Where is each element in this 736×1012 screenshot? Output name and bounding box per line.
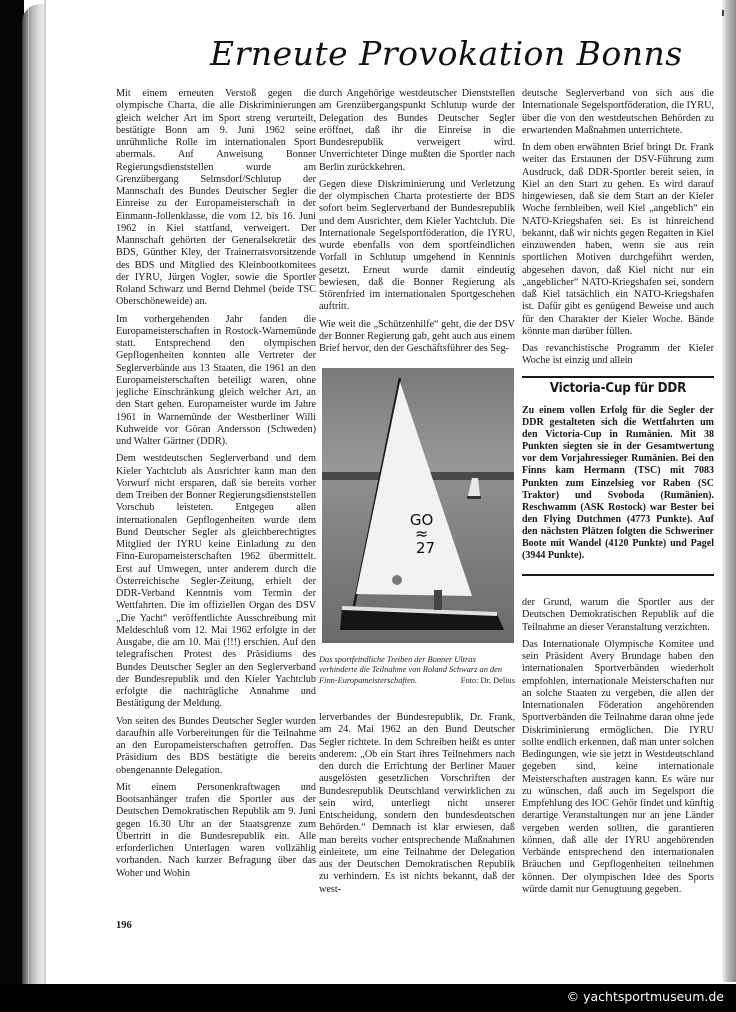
paragraph: Dem westdeutschen Seglerverband und dem Kieler Yachtclub als Ausrichter kann man den Vorwurf nicht ersparen, daß sie bereits vorher dem Treiben der Bonner Regierungsdienststellen Vorschub leisteten. Entgegen allen internationalen Gepflogenheiten wurde dem Bund Deutscher Segler als gleichberechtigtes Mitglied der IYRU keine Einladung zu den Finn-Europameisterschaften 1962 übermittelt. Erst auf Umwegen, unter anderem durch die Österreichische Segler-Zeitung, erhielt der DDR-Verband Kenntnis vom Termin der Wettfahrten. Die im offiziellen Organ des DSV „Die Yacht“ veröffentlichte Ausschreibung mit Meldeschluß vom 12. Mai 1962 erfolgte in der Ausgabe, die am 10. Mai (!!!) erschien. Auf den telegrafischen Protest des Präsidiums des Bundes Deutscher Segler an den Seglerverband der Bundesrepublik und den Kieler Yachtclub erfolgte die nachträgliche Annahme und Bestätigung der Meldung. [116, 453, 316, 710]
right-page-gutter [722, 0, 736, 982]
copyright-watermark: © yachtsportmuseum.de [566, 989, 724, 1004]
sail-marking: GO ≈ 27 [409, 511, 436, 557]
sidebar-box-title: Victoria-Cup für DDR [549, 381, 687, 396]
photo-caption [319, 655, 515, 686]
article-column-1 [116, 88, 316, 885]
sidebar-box-body: Zu einem vollen Erfolg für die Segler der DDR gestalteten sich die Wettfahrten um den Victoria-Cup in Rumänien. Mit 38 Punkten siegten sie in der Gesamtwertung vor dem Vorjahressieger Rumänien. Bei den Finns kam Hermann (TSC) mit 7083 Punkten zum Einzelsieg vor Raben (SC Traktor) und Svoboda (Rumänien). Reschwamm (ASK Rostock) war Bester bei den Flying Dutchmen (4773 Punkte). Auf den nächsten Plätzen folgten die Schweriner Boote mit Wandel (4120 Punkte) und Pagel (3944 Punkte). [522, 405, 714, 562]
article-column-3-bottom [522, 597, 714, 901]
paragraph: Mit einem erneuten Verstoß gegen die olympische Charta, die alle Diskriminierungen gleich welcher Art im Sport streng verurteilt, bestätigte Bonn am 9. Juni 1962 seine unrühmliche Rolle im internationalen Sport abermals. Auf Anweisung Bonner Regierungsdienststellen wurde am Grenzübergang Selmsdorf/Schlutup der Mannschaft des Bundes Deutscher Segler die Einreise zu der Europameisterschaft in der Einmann-Jollenklasse, die vom 12. bis 16. Juni 1962 in Kiel stattfand, verweigert. Der Mannschaft gehörten der Generalsekretär des BDS, Günther Kley, der Trainerratsvorsitzende des BDS und Mitglied des Kleinbootkomitees der IYRU, Jürgen Vogler, sowie die Sportler Roland Schwarz und Bernd Dehmel (beide TSC Oberschöneweide) an. [116, 88, 316, 308]
page-stack-edges [22, 4, 46, 1012]
paragraph: der Grund, warum die Sportler aus der Deutschen Demokratischen Republik auf die Teilnahme an dieser Veranstaltung verzichten. [522, 597, 714, 633]
paragraph: In dem oben erwähnten Brief bringt Dr. Frank weiter das Erstaunen der DSV-Führung zum Ausdruck, daß DDR-Sportler bereit seien, in Kiel an den Start zu gehen. Es wird darauf hingewiesen, daß sie dem Start an der Kieler Woche fernbleiben, weil Kiel „angeblich“ ein NATO-Kriegshafen sei. Es ist hinreichend bekannt, daß wir nichts gegen Regatten in Kiel einzuwenden haben, wenn sie aus rein sportlichen Motiven durchgeführt werden, abgesehen davon, daß Kiel nicht nur ein „angeblicher“ NATO-Kriegshafen sei, sondern daß Kiel tatsächlich ein NATO-Kriegshafen ist. Dafür gibt es genügend Beweise und auch für den Charakter der Kieler Woche. Bände könnte man darüber füllen. [522, 142, 714, 337]
photo-credit: Foto: Dr. Delius [460, 675, 515, 685]
paragraph: durch Angehörige westdeutscher Dienststellen am Grenzübergangspunkt Schlutup wurde der Delegation des Bundes Deutscher Segler eröffnet, daß ihr die Einreise in die Bundesrepublik verweigert wird. Unverrichteter Dinge mußten die Sportler nach Berlin zurückkehren. [319, 88, 515, 173]
article-column-2-top [319, 88, 515, 360]
paragraph: Gegen diese Diskriminierung und Verletzung der olympischen Charta protestierte der BDS sofort beim Seglerverband der Bundesrepublik und dem Ausrichter, dem Kieler Yachtclub. Die Internationale Segelsportföderation, die IYRU, wurde ebenfalls von dem sportfeindlichen Vorfall in Schlutup umgehend in Kenntnis gesetzt. Erneut wurde damit eindeutig bewiesen, daß die Bonner Regierung als Störenfried im internationalen Sportgeschehen auftritt. [319, 178, 515, 313]
paragraph: Im vorhergehenden Jahr fanden die Europameisterschaften in Rostock-Warnemünde statt. Entsprechend den olympischen Gepflogenheiten konnten alle Vertreter der Seglerverbände aus 13 Staaten, die 1961 an den Europameisterschaften beteiligt waren, ohne jegliche Einschränkung gleich welcher Art, an den Start gehen. Europameister wurde im Jahre 1961 in Warnemünde der Westberliner Willi Kuhweide vor Göran Andersson (Schweden) und Walter Gärtner (DDR). [116, 313, 316, 447]
sidebar-box-bottom-rule [522, 574, 714, 576]
paragraph: lerverbandes der Bundesrepublik, Dr. Frank, am 24. Mai 1962 an den Bund Deutscher Segler richtete. In dem Schreiben heißt es unter anderem: „Ob ein Start ihres Teilnehmers nach den durch die Errichtung der Berliner Mauer ausgelösten gesetzlichen Vorschriften der Bundesrepublik Deutschland verwirklichen zu sein wird, unterliegt nicht unserer Entscheidung, sondern den bundesdeutschen Behörden.“ Demnach ist klar erwiesen, daß man bereits vorher entsprechende Maßnahmen einleitete, um eine Teilnahme der Delegation aus der Deutschen Demokratischen Republik zu verhindern. Es ist nichts bekannt, daß der west- [319, 712, 515, 895]
caption-text: Das sportfeindliche Treiben der Bonner Ultras verhinderte die Teilnahme von Roland Schwarz an den Finn-Europameisterschaften. [319, 655, 503, 685]
wave-emblem-icon: ≈ [414, 524, 429, 543]
paragraph: Von seiten des Bundes Deutscher Segler wurden daraufhin alle Vorbereitungen für die Teilnahme an den Europameisterschaften getroffen. Das Präsidium des BDS bestätigte die bereits obengenannte Delegation. [116, 715, 316, 776]
article-column-3-top [522, 88, 714, 373]
page-inner-edge [44, 0, 46, 1012]
paragraph: deutsche Seglerverband von sich aus die Internationale Segelsportföderation, die IYRU, über die von den westdeutschen Behörden zu erwartenden Maßnahmen unterrichtete. [522, 88, 714, 136]
article-title: Erneute Provokation Bonns [210, 34, 683, 73]
paragraph: Das Internationale Olympische Komitee und sein Präsident Avery Brundage haben den internationalen Sportverbänden wiederholt empfohlen, internationale Meisterschaften nur an solche Staaten zu vergeben, die allen der Internationalen Föderation angehörenden Sportverbänden die Teilnahme daran ohne jede Diskriminierung ermöglichen. Die IYRU sollte endlich erkennen, daß man unter solchen Bedingungen, wie sie jetzt in Westdeutschland gegeben sind, keine internationale Meisterschaften austragen kann. Es wäre nur zu wünschen, daß auch im Segelsport die Empfehlung des IOC Gehör findet und künftig derartige Veranstaltungen nur an jene Länder vergeben werden sollten, die garantieren können, daß alle der IYRU angehörenden Verbände entsprechend den internationalen Bräuchen und Gepflogenheiten teilnehmen können. Der olympischen Idee des Sports würde damit nur Genugtuung gegeben. [522, 638, 714, 895]
sailboat-image [322, 368, 514, 643]
sidebar-box-top-rule [522, 376, 714, 378]
paragraph: Wie weit die „Schützenhilfe“ geht, die der DSV der Bonner Regierung gab, geht auch aus einem Brief hervor, den der Geschäftsführer des Seg- [319, 318, 515, 354]
sailboat-photo [322, 368, 514, 643]
paragraph: Mit einem Personenkraftwagen und Bootsanhänger trafen die Sportler aus der Deutschen Demokratischen Republik am 9. Juni gegen 16.30 Uhr an der Staatsgrenze zum Übertritt in die Bundesrepublik ein. Alle erforderlichen Unterlagen waren vollzählig vorhanden. Nach kurzer Befragung über das Woher und Wohin [116, 781, 316, 879]
article-column-2-bottom [319, 712, 515, 901]
paragraph: Das revanchistische Programm der Kieler Woche ist einzig und allein [522, 343, 714, 367]
book-spine-shadow [0, 0, 24, 1012]
page-number: 196 [116, 920, 132, 931]
